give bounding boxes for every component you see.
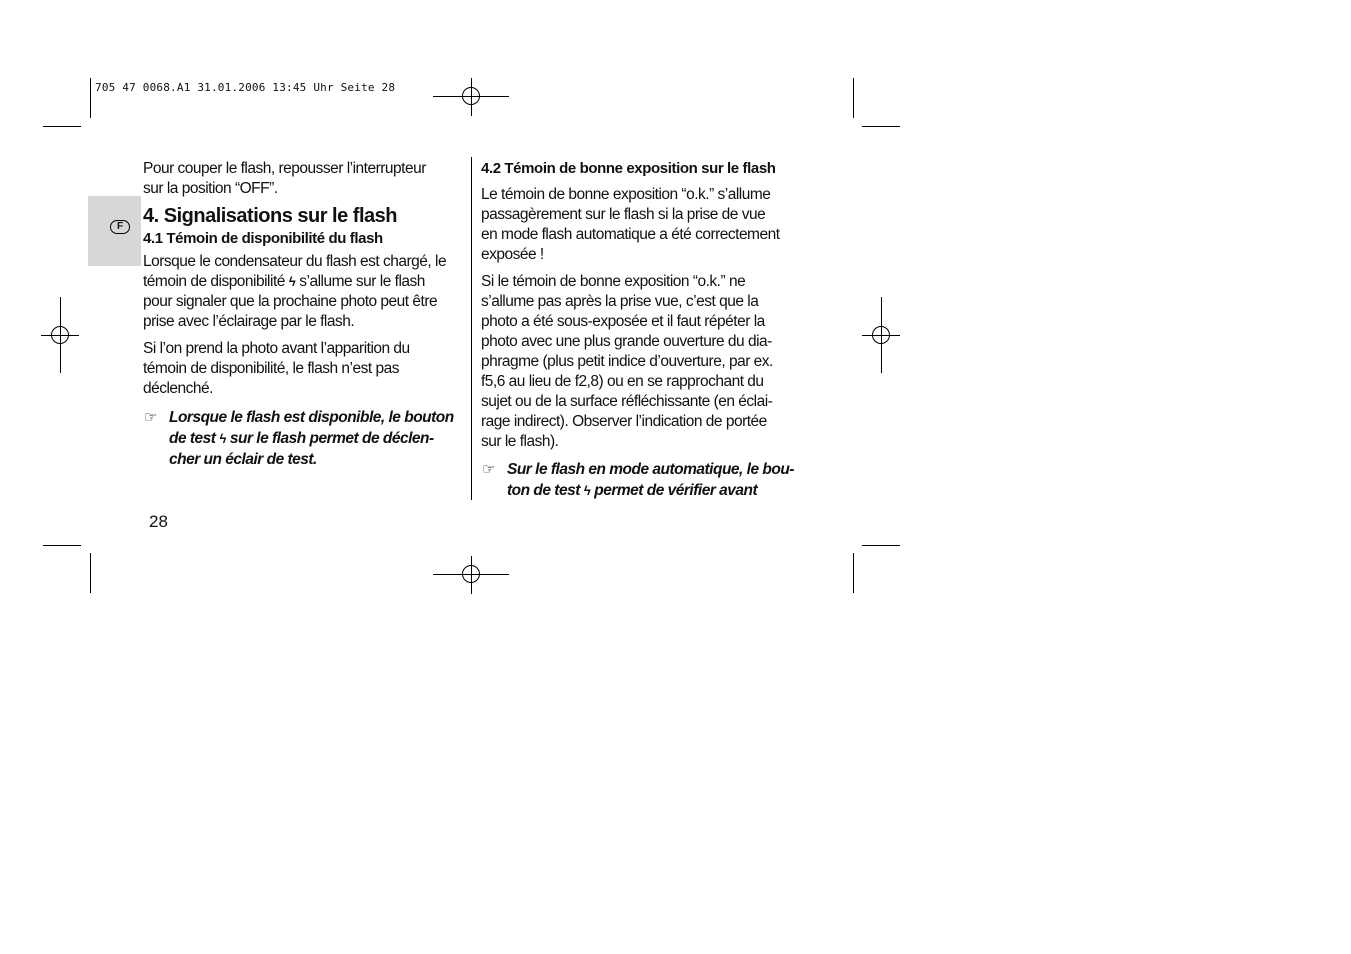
crop-mark [90, 78, 91, 118]
left-column [143, 159, 468, 470]
crop-mark [862, 545, 900, 546]
registration-circle [872, 326, 890, 344]
subsection-title: 4.2 Témoin de bonne exposition sur le flash [481, 160, 776, 177]
page-number: 28 [149, 512, 168, 531]
note-paragraph: ☞ Lorsque le flash est disponible, le bouton de test ϟ sur le flash permet de déclen- cher un éclair de test. [144, 409, 454, 468]
crop-mark [43, 126, 81, 127]
paragraph: Si l’on prend la photo avant l’apparition du témoin de disponibilité, le flash n’est pas déclenché. [143, 340, 410, 397]
paragraph: Si le témoin de bonne exposition “o.k.” ne s’allume pas après la prise vue, c’est que la photo a été sous-exposée et il faut répéter la photo avec une plus grande ouverture du dia- phragme (plus petit indice d’ouverture, par ex. f5,6 au lieu de f2,8) ou en se rapprochant du sujet ou de la surface réfléchissante (en éclai- rage indirect). Observer l’indication de portée sur le flash). [481, 273, 773, 450]
paragraph: Lorsque le condensateur du flash est chargé, le témoin de disponibilité ϟ s’allume sur le flash pour signaler que la prochaine photo peut être prise avec l’éclairage par le flash. [143, 253, 447, 330]
note-paragraph: ☞ Sur le flash en mode automatique, le bou- ton de test ϟ permet de vérifier avant [482, 461, 794, 499]
flash-bolt-icon: ϟ [219, 431, 226, 446]
crop-mark [90, 553, 91, 593]
pointing-hand-icon: ☞ [144, 409, 157, 426]
crop-mark [853, 553, 854, 593]
flash-bolt-icon: ϟ [583, 483, 591, 498]
registration-circle [462, 565, 480, 583]
registration-circle [462, 87, 480, 105]
crop-mark [43, 545, 81, 546]
subsection-title: 4.1 Témoin de disponibilité du flash [143, 230, 383, 247]
print-slug: 705 47 0068.A1 31.01.2006 13:45 Uhr Seite 28 [95, 81, 396, 94]
right-column [481, 159, 811, 501]
intro-paragraph: Pour couper le flash, repousser l’interrupteur sur la position “OFF”. [143, 160, 426, 197]
column-divider [471, 157, 472, 500]
registration-circle [51, 326, 69, 344]
language-tab-letter: F [110, 220, 130, 234]
section-title: 4. Signalisations sur le flash [143, 205, 397, 227]
crop-mark [853, 78, 854, 118]
pointing-hand-icon: ☞ [482, 461, 495, 478]
crop-mark [862, 126, 900, 127]
paragraph: Le témoin de bonne exposition “o.k.” s’allume passagèrement sur le flash si la prise de vue en mode flash automatique a été correctement exposée ! [481, 186, 780, 263]
flash-bolt-icon: ϟ [288, 274, 296, 289]
